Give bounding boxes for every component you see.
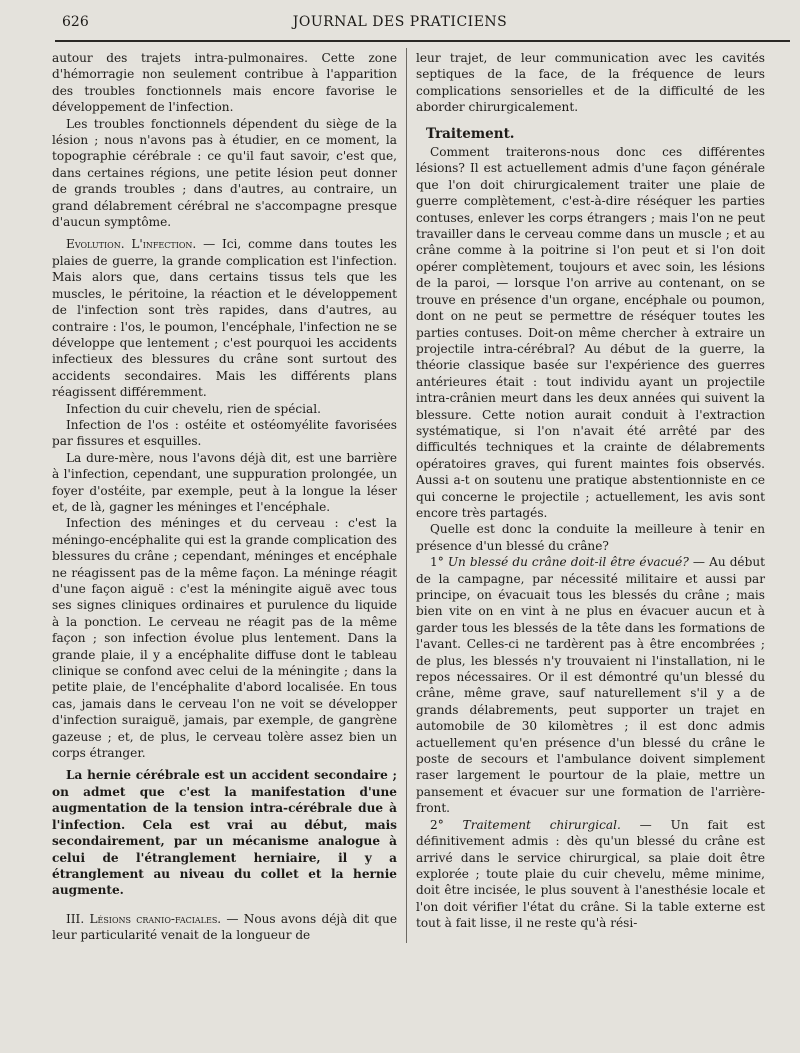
journal-title: JOURNAL DES PRATICIENS xyxy=(292,14,508,30)
item-number: 2° xyxy=(430,817,444,832)
section-heading: Traitement. xyxy=(426,125,515,142)
section-label: Evolution. L'infection. xyxy=(66,237,197,252)
item-label: Un blessé du crâne doit-il être évacué? xyxy=(447,555,689,570)
paragraph: La hernie cérébrale est un accident secondaire ; on admet que c'est la manifestation d'une augmentation de la tension intra-cérébrale due à l'infection. Cela est vrai au début, mais secondairement, par un mécanisme analogue à celui de l'étranglement herniaire, il y a étranglement au niveau du collet et la hernie augmente. xyxy=(52,768,397,898)
item-number: 1° xyxy=(430,555,444,570)
paragraph: Quelle est donc la conduite la meilleure à tenir en présence d'un blessé du crâne? xyxy=(416,522,765,553)
page-header xyxy=(0,10,800,40)
column-divider xyxy=(406,48,407,943)
paragraph: Infection de l'os : ostéite et ostéomyélite favorisées par fissures et esquilles. xyxy=(52,417,397,449)
paragraph: Evolution. L'infection. — Ici, comme dans toutes les plaies de guerre, la grande complication est l'infection. Mais alors que, dans certains tissus tels que les muscles, le péritoine, la réaction et le développement de l'infection sont très rapides, dans d'autres, au contraire : l'os, le poumon, l'encéphale, l'infection ne se développe que lentement ; c'est pourquoi les accidents infectieux des blessures du crâne sont surtout des accidents secondaires. Mais les différents plans réagissent différemment. xyxy=(52,237,397,400)
paragraph: 1° Un blessé du crâne doit-il être évacué? — Au début de la campagne, par nécessité militaire et aussi par principe, on évacuait tous les blessés du crâne ; mais bien vite on en vint à ne plus en évacuer aucun et à garder tous les blessés de la tête dans les formations de l'avant. Celles-ci ne tardèrent pas à être encombrées ; de plus, les blessés n'y trouvaient ni l'installation, ni le repos nécessaires. Or il est démontré qu'un blessé du crâne, même grave, sauf naturellement s'il y a de grands délabrements, peut supporter un trajet en automobile de 30 kilomètres ; il est donc admis actuellement qu'en présence d'un blessé du crâne le poste de secours et l'ambulance doivent simplement raser largement le pourtour de la plaie, mettre un pansement et évacuer sur une formation de l'arrière-front. xyxy=(416,555,765,816)
left-column xyxy=(52,50,397,944)
item-label: Traitement chirurgical. xyxy=(462,817,621,832)
paragraph: leur trajet, de leur communication avec les cavités septiques de la face, de la fréquence de leurs complications sensorielles et de la difficulté de les aborder chirurgicalement. xyxy=(416,51,765,115)
paragraph: autour des trajets intra-pulmonaires. Cette zone d'hémorragie non seulement contribue à l'apparition des troubles fonctionnels mais encore favorise le développement de l'infection. xyxy=(52,51,397,115)
right-column xyxy=(416,50,765,932)
paragraph: La dure-mère, nous l'avons déjà dit, est une barrière à l'infection, cependant, une suppuration prolongée, un foyer d'ostéite, par exemple, peut à la longue la léser et, de là, gagner les méninges et l'encéphale. xyxy=(52,450,397,514)
header-rule xyxy=(55,40,790,42)
page-number: 626 xyxy=(62,14,89,30)
section-label: Lésions cranio-faciales. xyxy=(89,911,222,926)
paragraph: Infection du cuir chevelu, rien de spécial. xyxy=(66,401,321,416)
paragraph: Comment traiterons-nous donc ces différentes lésions? Il est actuellement admis d'une façon générale que l'on doit chirurgicalement traiter une plaie de guerre complètement, c'est-à-dire réséquer les parties contuses, enlever les corps étrangers ; mais l'on ne peut travailler dans le cerveau comme dans un muscle ; et au crâne comme à la poitrine si l'on peut et si l'on doit opérer complètement, toujours et avec soin, les lésions de la paroi, — lorsque l'on arrive au contenant, on se trouve en présence d'un organe, encéphale ou poumon, dont on ne peut se permettre de réséquer toutes les parties contuses. Doit-on même chercher à extraire un projectile intra-cérébral? Au début de la guerre, la théorie classique basée sur l'expérience des guerres antérieures était : tout individu ayant un projectile intra-crânien meurt dans les deux années qui suivent la blessure. Cette notion aurait conduit à l'extraction systématique, si l'on n'avait été arrêté par des difficultés techniques et la crainte de délabrements opératoires graves, qui furent maintes fois observés. Aussi a-t on soutenu une pratique abstentionniste en ce qui concerne le projectile ; actuellement, les avis sont encore très partagés. xyxy=(416,145,765,520)
paragraph: III. Lésions cranio-faciales. — Nous avons déjà dit que leur particularité venait de la longueur de xyxy=(52,911,397,943)
paragraph: 2° Traitement chirurgical. — Un fait est définitivement admis : dès qu'un blessé du crâne est arrivé dans le service chirurgical, sa plaie doit être explorée ; toute plaie du cuir chevelu, même minime, doit être incisée, le plus souvent à l'anesthésie locale et l'on doit vérifier l'état du crâne. Si la table externe est tout à fait lisse, il ne reste qu'à rési- xyxy=(416,817,765,931)
paragraph: Les troubles fonctionnels dépendent du siège de la lésion ; nous n'avons pas à étudier, en ce moment, la topographie cérébrale : ce qu'il faut savoir, c'est que, dans certaines régions, une petite lésion peut donner de grands troubles ; dans d'autres, au contraire, un grand délabrement cérébral ne s'accompagne presque d'aucun symptôme. xyxy=(52,116,397,230)
paragraph: Infection des méninges et du cerveau : c'est la méningo-encéphalite qui est la grande complication des blessures du crâne ; cependant, méninges et encéphale ne réagissent pas de la même façon. La méninge réagit d'une façon aiguë : c'est la méningite aiguë avec tous ses signes cliniques ordinaires et purulence du liquide à la ponction. Le cerveau ne réagit pas de la même façon ; son infection évolue plus lentement. Dans la grande plaie, il y a encéphalite diffuse dont le tableau clinique se confond avec celui de la méningite ; dans la petite plaie, de l'encéphalite d'abord localisée. En tous cas, jamais dans le cerveau l'on ne voit se développer d'infection suraiguë, jamais, par exemple, de gangrène gazeuse ; et, de plus, le cerveau tolère assez bien un corps étranger. xyxy=(52,516,397,761)
section-number: III. xyxy=(66,911,85,926)
